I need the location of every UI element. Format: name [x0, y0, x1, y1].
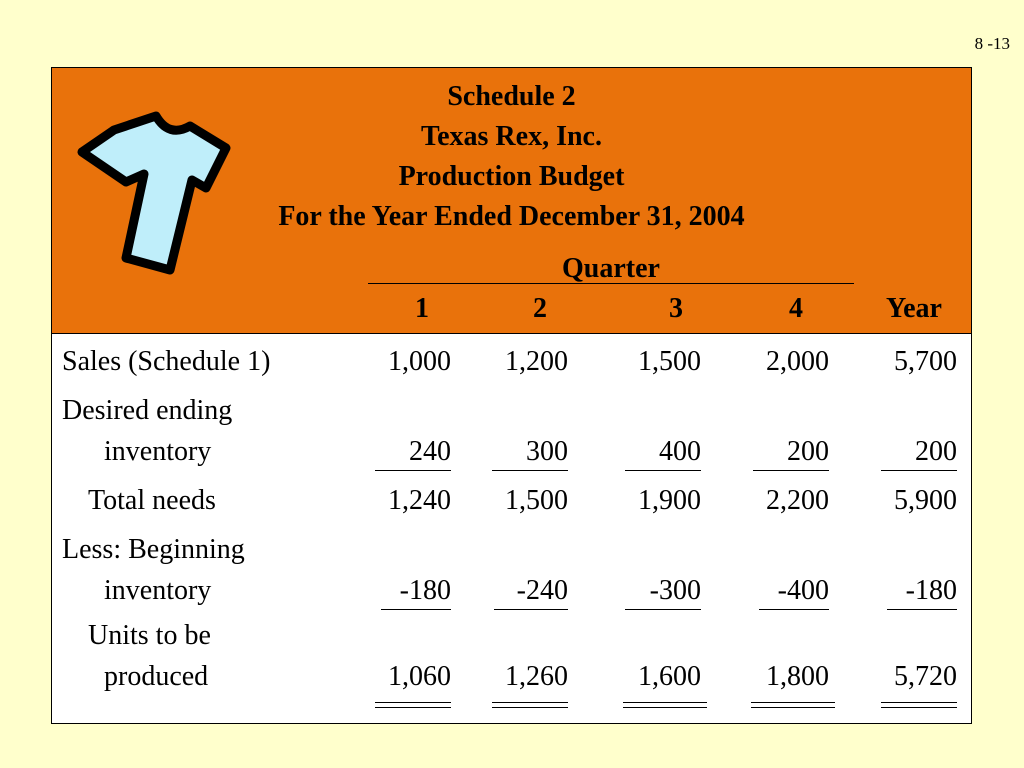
budget-table	[51, 67, 972, 724]
cell-sales-year: 5,700	[894, 346, 957, 377]
row-label-less-beginning: Less: Beginning	[62, 534, 245, 565]
cell-needs-q3: 1,900	[638, 485, 701, 516]
double-rule-q3	[623, 702, 707, 708]
cell-ending-q3: 400	[625, 434, 701, 471]
cell-ending-q4: 200	[753, 434, 829, 471]
col-head-1: 1	[415, 293, 429, 324]
cell-needs-q4: 2,200	[766, 485, 829, 516]
cell-beginning-q2: -240	[494, 573, 568, 610]
cell-sales-q4: 2,000	[766, 346, 829, 377]
cell-needs-q1: 1,240	[388, 485, 451, 516]
cell-beginning-year: -180	[887, 573, 957, 610]
quarter-label: Quarter	[562, 253, 660, 284]
double-rule-year	[881, 702, 957, 708]
cell-beginning-q3: -300	[625, 573, 701, 610]
company-name: Texas Rex, Inc.	[421, 121, 602, 152]
double-rule-q4	[751, 702, 835, 708]
row-label-less-beginning-2: inventory	[104, 575, 212, 606]
cell-ending-q1: 240	[375, 434, 451, 471]
cell-beginning-q4: -400	[759, 573, 829, 610]
cell-beginning-q1: -180	[381, 573, 451, 610]
col-head-4: 4	[789, 293, 803, 324]
row-label-sales: Sales (Schedule 1)	[62, 346, 271, 377]
period-title: For the Year Ended December 31, 2004	[278, 201, 745, 232]
col-head-year: Year	[886, 293, 942, 324]
cell-ending-q2: 300	[492, 434, 568, 471]
double-rule-q2	[492, 702, 568, 708]
cell-produced-q4: 1,800	[766, 661, 829, 692]
col-head-2: 2	[533, 293, 547, 324]
cell-needs-q2: 1,500	[505, 485, 568, 516]
cell-produced-q2: 1,260	[505, 661, 568, 692]
row-label-desired-ending: Desired ending	[62, 395, 233, 426]
row-label-units-produced-2: produced	[104, 661, 209, 692]
budget-name: Production Budget	[398, 161, 625, 192]
quarter-rule	[368, 283, 854, 284]
row-label-total-needs: Total needs	[88, 485, 216, 516]
row-label-desired-ending-2: inventory	[104, 436, 212, 467]
table-header	[52, 68, 971, 334]
row-label-units-produced: Units to be	[88, 620, 211, 651]
double-rule-q1	[375, 702, 451, 708]
cell-sales-q1: 1,000	[388, 346, 451, 377]
cell-ending-year: 200	[881, 434, 957, 471]
cell-sales-q2: 1,200	[505, 346, 568, 377]
cell-produced-q1: 1,060	[388, 661, 451, 692]
schedule-title: Schedule 2	[447, 81, 576, 112]
col-head-3: 3	[669, 293, 683, 324]
page-number: 8 -13	[974, 34, 1010, 53]
cell-produced-year: 5,720	[894, 661, 957, 692]
cell-produced-q3: 1,600	[638, 661, 701, 692]
cell-needs-year: 5,900	[894, 485, 957, 516]
cell-sales-q3: 1,500	[638, 346, 701, 377]
